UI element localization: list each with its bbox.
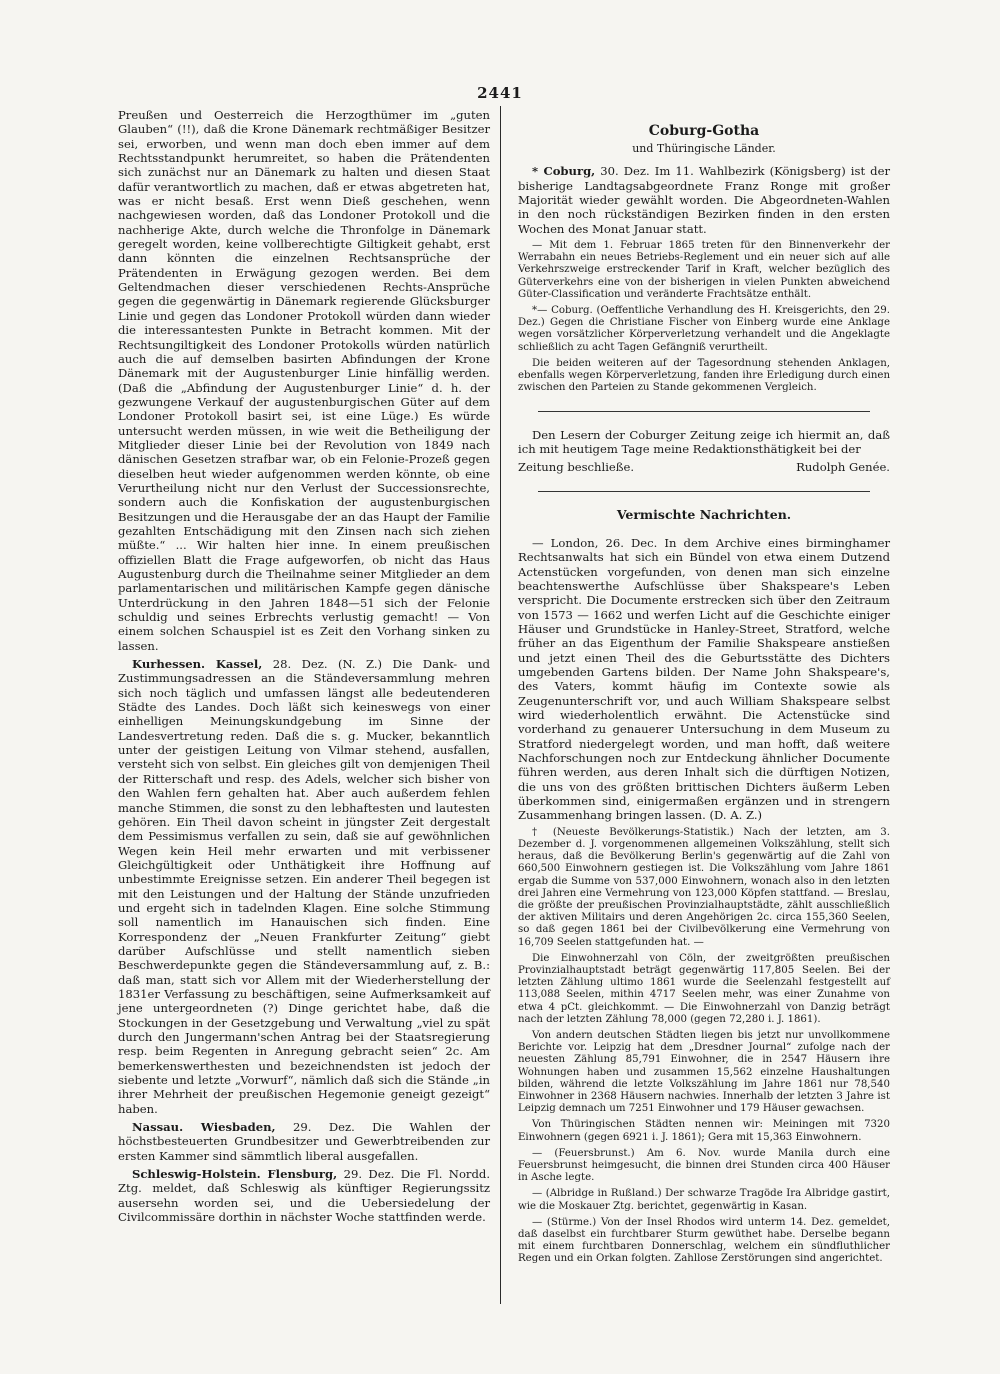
left-column <box>118 108 490 1228</box>
editor-signature: Rudolph Genée. <box>796 460 890 475</box>
article-schleswig-lead: Schleswig-Holstein. Flensburg, <box>132 1167 338 1182</box>
article-schleswig-body: 29. Dez. Die Fl. Nordd. Ztg. meldet, daß Schleswig als künftiger Regierungssitz ausersehn worden sei, und die Uebersiedelung der Civilcommissäre dorthin in nächster Woche stattfinden werde. <box>118 1167 491 1225</box>
section-heading-coburg-gotha: Coburg-Gotha <box>648 123 760 139</box>
article-kurhessen-lead: Kurhessen. Kassel, <box>132 657 263 672</box>
editor-notice-footer <box>518 460 890 474</box>
column-divider <box>500 106 501 1304</box>
section-subheading: und Thüringische Länder. <box>632 142 776 155</box>
article-anklagen: Die beiden weiteren auf der Tagesordnung stehenden Anklagen, ebenfalls wegen Körperverletzung, fanden ihre Erledigung durch einen zwischen den Parteien zu Stande gekommenen Vergleich. <box>518 357 890 394</box>
right-column <box>518 108 890 1270</box>
article-herzogthuemer: Preußen und Oesterreich die Herzogthümer im „guten Glauben“ (!!), daß die Krone Dänemark rechtmäßiger Besitzer sei, erworben, und wenn man doch eben immer auf dem Rechtsstandpunkt herumreitet, so haben die Prätendenten sich zunächst nur an Dänemark zu halten und diesen Staat dafür verantwortlich zu machen, daß er etwas abgetreten hat, was er nicht besaß. Erst wenn Dieß geschehen, wenn nachgewiesen worden, daß das Londoner Protokoll und die nachherige Akte, durch welche die Thronfolge in Dänemark geregelt worden, keine vollberechtigte Giltigkeit gehabt, erst dann könnten die einzelnen Rechtsansprüche der Prätendenten in Erwägung gezogen werden. Bei dem Geltendmachen dieser verschiedenen Rechts-Ansprüche gegen die gegenwärtig in Dänemark regierende Glücksburger Linie und gegen das Londoner Protokoll würden dann wieder die interessantesten Punkte in Betracht kommen. Mit der Rechtsungiltigkeit des Londoner Protokolls würden natürlich auch die auf demselben basirten Abfindungen der Krone Dänemark mit der Augustenburger Linie hinfällig werden. (Daß die „Abfindung der Augustenburger Linie“ d. h. der gezwungene Verkauf der augustenburgischen Güter auf dem Londoner Protokoll basirt sei, ist eine Lüge.) Es würde untersucht werden müssen, in wie weit die Betheiligung der Mitglieder dieser Linie bei der Revolution von 1849 nach dänischen Gesetzen strafbar war, ob ein Felonie-Prozeß gegen dieselben heut wieder aufgenommen werden könnte, ob eine Verurtheilung nicht nur den Verlust der Successionsrechte, sondern auch die Konfiskation der augustenburgischen Besitzungen und die Herausgabe der an das Haupt der Familie gezahlten Entschädigung mit den Zinsen nach sich ziehen müßte.“ ... Wir halten hier inne. In einem preußischen offiziellen Blatt die Frage aufgeworfen, ob nicht das Haus Augustenburg durch die Theilnahme seiner Mitglieder an dem parlamentarischen und militärischen Kampfe gegen dänische Unterdrückung in den Jahren 1848—51 sich der Felonie schuldig und seines Erbrechts verlustig gemacht! — Von einem solchen Schauspiel ist es Zeit den Vorhang sinken zu lassen. <box>118 108 490 653</box>
separator-rule-2 <box>538 491 870 492</box>
article-kreisgericht: *— Coburg. (Oeffentliche Verhandlung des H. Kreisgerichts, den 29. Dez.) Gegen die Christiane Fischer von Einberg wurde eine Anklage wegen vorsätzlicher Körperverletzung verhandelt und die Angeklagte schließlich zu acht Tagen Gefängniß verurtheilt. <box>518 305 890 353</box>
section-heading-vermischte: Vermischte Nachrichten. <box>616 506 792 522</box>
page-number: 2441 <box>477 84 523 102</box>
article-coeln: Die Einwohnerzahl von Cöln, der zweitgrößten preußischen Provinzialhauptstadt beträgt gegenwärtig 117,805 Seelen. Bei der letzten Zählung ultimo 1861 wurde die Seelenzahl festgestellt auf 113,088 Seelen, mithin 4717 Seelen mehr, was einer Zunahme von etwa 4 pCt. gleichkommt. — Die Einwohnerzahl von Danzig beträgt nach der letzten Zählung 78,000 (gegen 72,280 i. J. 1861). <box>518 952 890 1025</box>
editor-notice: Den Lesern der Coburger Zeitung zeige ich hiermit an, daß ich mit heutigem Tage meine Redaktionsthätigkeit bei der <box>518 427 890 456</box>
separator-rule <box>538 411 870 412</box>
article-albridge: — (Albridge in Rußland.) Der schwarze Tragöde Ira Albridge gastirt, wie die Moskauer Ztg. berichtet, gegenwärtig in Kasan. <box>518 1188 890 1212</box>
article-bevoelkerung: † (Neueste Bevölkerungs-Statistik.) Nach der letzten, am 3. Dezember d. J. vorgenommenen allgemeinen Volkszählung, stellt sich heraus, daß die Bevölkerung Berlin's gegenwärtig auf die Zahl von 660,500 Einwohnern gestiegen ist. Die Volkszählung vom Jahre 1861 ergab die Summe von 537,000 Einwohnern, wonach also in den letzten drei Jahren eine Vermehrung von 123,000 Köpfen stattfand. — Breslau, die größte der preußischen Provinzialhauptstädte, zählt ausschließlich der aktiven Militairs und deren Angehörigen 2c. circa 155,360 Seelen, so daß gegen 1861 bei der Civilbevölkerung eine Vermehrung von 16,709 Seelen stattgefunden hat. — <box>518 826 890 948</box>
article-nassau <box>118 1120 490 1163</box>
article-kurhessen-body: 28. Dez. (N. Z.) Die Dank- und Zustimmungsadressen an die Ständeversammlung mehren sich noch täglich und umfassen längst alle bedeutenderen Städte des Landes. Doch läßt sich keineswegs von einer einhelligen Meinungskundgebung im Sinne der Landesvertretung reden. Daß die s. g. Mucker, bekanntlich unter der geistigen Leitung von Vilmar stehend, ausfallen, versteht sich von selbst. Ein gleiches gilt von demjenigen Theil der Ritterschaft und resp. des Adels, welcher sich bisher von den Wahlen fern gehalten hat. Aber auch außerdem fehlen manche Stimmen, die sonst zu den lebhaftesten und lautesten gehören. Ein Theil davon scheint in jüngster Zeit dergestalt dem Pessimismus verfallen zu sein, daß sie auf gewöhnlichen Wegen kein Heil mehr erwarten und mit verbissener Gleichgültigkeit oder Unthätigkeit ihre Hoffnung auf unbestimmte Ereignisse setzen. Ein anderer Theil begegen ist mit den Leistungen und der Haltung der Stände unzufrieden und ergeht sich in tadelnden Klagen. Eine solche Stimmung soll namentlich im Hanauischen sich finden. Eine Korrespondenz der „Neuen Frankfurter Zeitung“ giebt darüber Aufschlüsse und stellt namentlich sieben Beschwerdepunkte gegen die Ständeversammlung auf, z. B.: daß man, statt sich vor Allem mit der Wiederherstellung der 1831er Verfassung zu beschäftigen, seine Aufmerksamkeit auf jene untergeordneten (?) Dinge gerichtet habe, daß die Stockungen in der Gesetzgebung und Verwaltung „viel zu spät durch den Jungermann'schen Antrag bei der Staatsregierung resp. beim Regenten in Anregung gebracht seien“ 2c. Am bemerkenswerthesten und bezeichnendsten ist jedoch der siebente und letzte „Vorwurf“, nämlich daß sich die Stände „in ihrer Mehrheit der preußischen Hegemonie geneigt gezeigt“ haben. <box>118 657 490 1116</box>
article-kurhessen <box>118 657 490 1116</box>
article-nassau-lead: Nassau. Wiesbaden, <box>132 1120 276 1135</box>
article-schleswig <box>118 1167 490 1224</box>
article-coburg-lead: * Coburg, <box>532 164 596 179</box>
article-coburg-body: 30. Dez. Im 11. Wahlbezirk (Königsberg) ist der bisherige Landtagsabgeordnete Franz Ronge mit großer Majorität wieder gewählt worden. Die Abgeordneten-Wahlen in den noch rückständigen Bezirken finden in den ersten Wochen des Monat Januar statt. <box>518 164 890 236</box>
article-leipzig: Von andern deutschen Städten liegen bis jetzt nur unvollkommene Berichte vor. Leipzig hat dem „Dresdner Journal“ zufolge nach der neuesten Zählung 85,791 Einwohner, die in 2547 Häusern ihre Wohnungen haben und zusammen 15,562 einzelne Haushaltungen bilden, während die letzte Volkszählung im Jahre 1861 nur 78,540 Einwohner in 2368 Häusern nachwies. Innerhalb der letzten 3 Jahre ist Leipzig demnach um 7251 Einwohner und 179 Häuser gewachsen. <box>518 1030 890 1115</box>
article-thueringen: Von Thüringischen Städten nennen wir: Meiningen mit 7320 Einwohnern (gegen 6921 i. J. 1861); Gera mit 15,363 Einwohnern. <box>518 1119 890 1143</box>
article-nassau-body: 29. Dez. Die Wahlen der höchstbesteuerten Grundbesitzer und Gewerbtreibenden zur ersten Kammer sind sämmtlich liberal ausgefallen. <box>118 1120 491 1163</box>
article-feuersbrunst: — (Feuersbrunst.) Am 6. Nov. wurde Manila durch eine Feuersbrunst heimgesucht, die binnen drei Stunden circa 400 Häuser in Asche legte. <box>518 1147 890 1184</box>
article-coburg-wahl <box>518 164 890 236</box>
editor-notice-end: Zeitung beschließe. <box>518 460 635 475</box>
article-stuerme: — (Stürme.) Von der Insel Rhodos wird unterm 14. Dez. gemeldet, daß daselbst ein furchtbarer Sturm gewüthet habe. Derselbe begann mit einem furchtbaren Donnerschlag, welchem ein sündfluthlicher Regen und ein Orkan folgten. Zahllose Zerstörungen sind angerichtet. <box>518 1216 890 1265</box>
article-werrabahn: — Mit dem 1. Februar 1865 treten für den Binnenverkehr der Werrabahn ein neues Betriebs-Reglement und ein neuer sich auf alle Verkehrszweige erstreckender Tarif in Kraft, welcher bezüglich des Güterverkehrs eine von der bisherigen in vielen Punkten abweichend Güter-Classification und veränderte Frachtsätze enthält. <box>518 240 890 300</box>
article-london-shakspeare: — London, 26. Dec. In dem Archive eines birminghamer Rechtsanwalts hat sich ein Bündel von etwa einem Dutzend Actenstücken vorgefunden, von denen man sich einzelne beachtenswerthe Aufschlüsse über Shakspeare's Leben verspricht. Die Documente erstrecken sich über den Zeitraum von 1573 — 1662 und werfen Licht auf die Geschichte einiger Häuser und Grundstücke in Hanley-Street, Stratford, welche früher an das Eigenthum der Familie Shakspeare anstießen und jetzt einen Theil des die Geburtsstätte des Dichters umgebenden Gartens bilden. Der Name John Shakspeare's, des Vaters, kommt häufig im Contexte sowie als Zeugenunterschrift vor, und auch William Shakspeare selbst wird wiederholentlich erwähnt. Die Actenstücke sind vorderhand zu genauerer Untersuchung in dem Museum zu Stratford niedergelegt worden, und man hofft, daß weitere Nachforschungen noch zur Entdeckung ähnlicher Documente führen werden, aus deren Inhalt sich die dürftigen Notizen, die uns von des größten brittischen Dichters äußerm Leben überkommen sind, einigermaßen ergänzen und in strengern Zusammenhang bringen lassen. (D. A. Z.) <box>518 535 890 823</box>
